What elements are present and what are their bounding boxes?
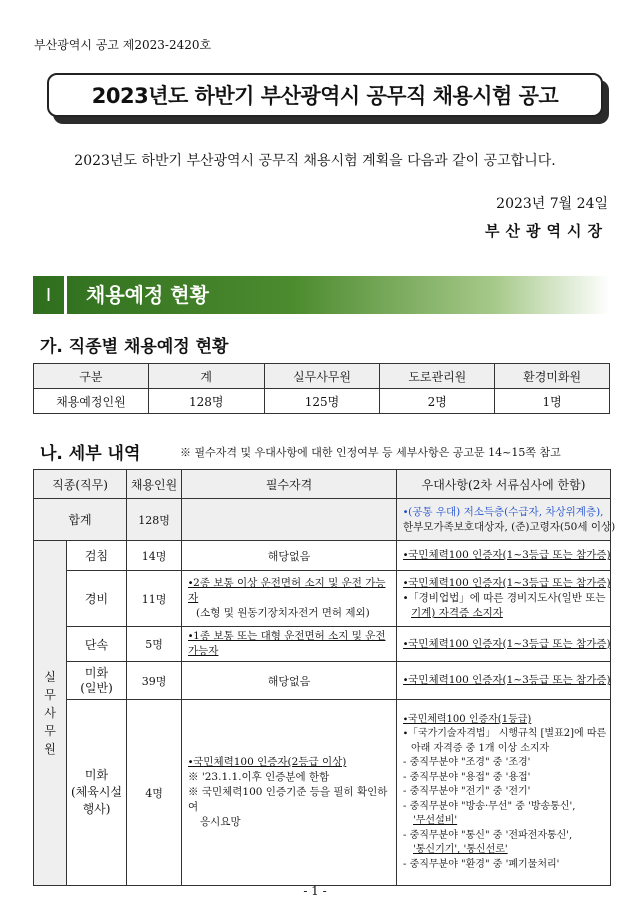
page-title: 2023년도 하반기 부산광역시 공무직 채용시험 공고 bbox=[91, 84, 559, 108]
pref-line: - 중직무분야 "방송·무선" 중 '방송통신', bbox=[403, 800, 576, 812]
table-row bbox=[34, 389, 610, 414]
preference bbox=[397, 700, 611, 886]
job-name-line: 미화 bbox=[84, 768, 109, 782]
total-row bbox=[34, 499, 611, 541]
subsection-note: ※ 필수자격 및 우대사항에 대한 인정여부 등 세부사항은 공고문 14~15쪽 참고 bbox=[180, 446, 561, 459]
issuer-name: 부산광역시장 bbox=[485, 222, 608, 240]
pref-line: 기계) 자격증 소지자 bbox=[411, 607, 503, 619]
table-header-cell: 실무사무원 bbox=[264, 364, 380, 389]
req-line: ※ '23.1.1.이후 인증분에 한함 bbox=[188, 771, 330, 783]
table-header-row bbox=[34, 470, 611, 499]
req-line: (소형 및 원동기장치자전거 면허 제외) bbox=[196, 607, 370, 619]
section-number: Ⅰ bbox=[33, 276, 67, 314]
recruitment-summary-table bbox=[33, 363, 610, 414]
pref-line: - 중직무분야 "통신" 중 '전파전자통신', bbox=[403, 829, 573, 841]
table-row bbox=[34, 571, 611, 627]
pref-line: ∙국민체력100 인증자(1~3등급 또는 참가증) bbox=[403, 549, 611, 561]
pref-line: ∙「국가기술자격법」 시행규칙 [별표2]에 따른 bbox=[403, 728, 607, 740]
subsection-title-na: 나. 세부 내역 bbox=[40, 444, 141, 464]
table-header-cell: 직종(직무) bbox=[34, 470, 127, 499]
table-header-row bbox=[34, 364, 610, 389]
job-name-line: 미화 bbox=[84, 665, 109, 680]
pref-line: 아래 자격증 중 1개 이상 소지자 bbox=[411, 742, 550, 754]
table-header-cell: 필수자격 bbox=[182, 470, 397, 499]
required-qualification bbox=[182, 571, 397, 627]
subsection-title-ga: 가. 직종별 채용예정 현황 bbox=[40, 337, 229, 357]
pref-line: '통신기기', '통신선로' bbox=[413, 844, 508, 856]
hire-count: 14명 bbox=[127, 541, 182, 571]
total-req-empty bbox=[182, 499, 397, 541]
table-cell: 125명 bbox=[264, 389, 380, 414]
pref-line: ∙국민체력100 인증자(1~3등급 또는 참가증) bbox=[403, 674, 611, 686]
table-row bbox=[34, 627, 611, 662]
table-cell: 채용예정인원 bbox=[34, 389, 149, 414]
table-cell: 1명 bbox=[495, 389, 610, 414]
document-number: 부산광역시 공고 제2023-2420호 bbox=[34, 38, 212, 52]
job-name-line: (일반) bbox=[80, 680, 113, 695]
pref-line: - 중직무분야 "환경" 중 '폐기물처리' bbox=[403, 858, 560, 870]
job-name: 검침 bbox=[67, 541, 127, 571]
hire-count: 11명 bbox=[127, 571, 182, 627]
job-name-line: 행사) bbox=[82, 802, 111, 816]
req-line: 응시요망 bbox=[200, 816, 241, 828]
pref-line: - 중직무분야 "전기" 중 '전기' bbox=[403, 786, 531, 798]
title-box bbox=[47, 73, 603, 117]
required-qualification bbox=[182, 700, 397, 886]
job-name: 단속 bbox=[67, 627, 127, 662]
pref-line: ∙국민체력100 인증자(1~3등급 또는 참가증) bbox=[403, 637, 611, 650]
required-qualification: 해당없음 bbox=[182, 662, 397, 700]
total-preference bbox=[397, 499, 616, 541]
table-row bbox=[34, 700, 611, 886]
preference bbox=[397, 627, 611, 662]
group-label bbox=[34, 541, 67, 886]
job-name-line: (체육시설 bbox=[70, 785, 123, 799]
job-name bbox=[67, 700, 127, 886]
table-cell: 2명 bbox=[380, 389, 495, 414]
hire-count: 4명 bbox=[127, 700, 182, 886]
req-line: ∙1종 보통 또는 대형 운전면허 소지 및 운전 가능자 bbox=[188, 630, 386, 657]
pref-line-text: ∙(공통 우대) 저소득층(수급자, 차상위계층), bbox=[403, 505, 604, 518]
table-cell: 128명 bbox=[148, 389, 264, 414]
table-header-cell: 도로관리원 bbox=[380, 364, 495, 389]
required-qualification: 해당없음 bbox=[182, 541, 397, 571]
table-header-cell: 계 bbox=[148, 364, 264, 389]
job-name bbox=[67, 662, 127, 700]
announcement-date: 2023년 7월 24일 bbox=[496, 196, 608, 212]
table-header-cell: 우대사항(2차 서류심사에 한함) bbox=[397, 470, 611, 499]
req-line: ∙국민체력100 인증자(2등급 이상) bbox=[188, 756, 347, 768]
pref-line: ∙국민체력100 인증자(1등급) bbox=[403, 713, 532, 725]
table-row bbox=[34, 662, 611, 700]
preference bbox=[397, 541, 611, 571]
req-line: ※ 국민체력100 인증기준 등을 필히 확인하여 bbox=[188, 786, 388, 813]
page-number: - 1 - bbox=[303, 884, 327, 898]
hire-count: 5명 bbox=[127, 627, 182, 662]
required-qualification bbox=[182, 627, 397, 662]
pref-line: - 중직무분야 "조경" 중 '조경' bbox=[403, 757, 531, 769]
pref-line: 한부모가족보호대상자, (준)고령자(50세 이상) bbox=[403, 520, 616, 533]
group-label-text: 실무사무원 bbox=[44, 670, 56, 756]
section-title: 채용예정 현황 bbox=[86, 283, 209, 307]
preference bbox=[397, 571, 611, 627]
table-header-cell: 채용인원 bbox=[127, 470, 182, 499]
pref-line: ∙「경비업법」에 따른 경비지도사(일반 또는 bbox=[403, 592, 606, 604]
pref-line: '무선설비' bbox=[413, 815, 458, 827]
intro-text: 2023년도 하반기 부산광역시 공무직 채용시험 계획을 다음과 같이 공고합니다. bbox=[74, 153, 556, 169]
total-count: 128명 bbox=[127, 499, 182, 541]
details-table bbox=[33, 469, 616, 886]
table-header-cell: 환경미화원 bbox=[495, 364, 610, 389]
pref-line bbox=[403, 505, 604, 520]
table-row bbox=[34, 541, 611, 571]
table-header-cell: 구분 bbox=[34, 364, 149, 389]
total-label: 합계 bbox=[34, 499, 127, 541]
pref-line: - 중직무분야 "용접" 중 '용접' bbox=[403, 771, 531, 783]
req-line: ∙2종 보통 이상 운전면허 소지 및 운전 가능자 bbox=[188, 577, 386, 604]
job-name: 경비 bbox=[67, 571, 127, 627]
preference bbox=[397, 662, 611, 700]
hire-count: 39명 bbox=[127, 662, 182, 700]
pref-line: ∙국민체력100 인증자(1~3등급 또는 참가증) bbox=[403, 577, 611, 589]
